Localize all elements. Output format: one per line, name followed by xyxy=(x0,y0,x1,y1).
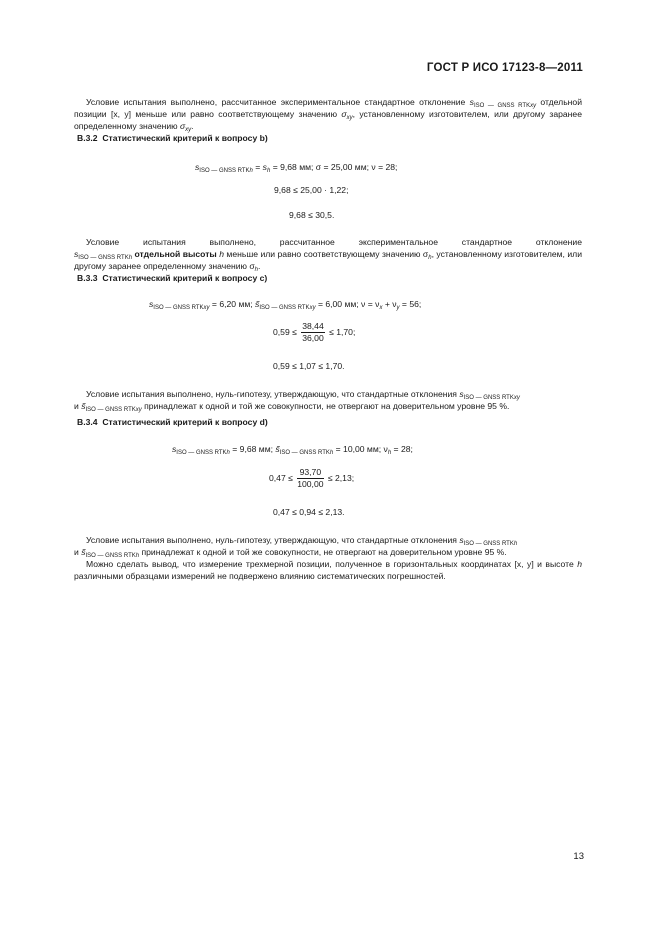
equation-c-2: 0,59 ≤ $\frac{38,44}{36,00}$ ≤ 1,70; xyxy=(273,321,356,343)
section-heading-b: B.3.2 Статистический критерий к вопросу b) xyxy=(77,133,268,143)
equation-b-3: 9,68 ≤ 30,5. xyxy=(289,210,335,220)
paragraph-result-xy: Условие испытания выполнено, рассчитанное экспериментальное стандартное отклонение $s_{ISO — GNSS RTKxy}$ отдельной позиции [x, y] меньше или равно соответствующему значению $\sigma_{xy}$, установленному изготовителем, или другому заранее определенному значению $\sigma_{xy}$. xyxy=(74,97,582,133)
fraction-c: $\frac{38,44}{36,00}$ xyxy=(302,321,324,343)
equation-b-2: 9,68 ≤ 25,00 · 1,22; xyxy=(274,185,349,195)
paragraph-hypothesis-h: Условие испытания выполнено, нуль-гипотезу, утверждающую, что стандартные отклонения $s_{ISO — GNSS RTKh}$ и $s̃_{ISO — GNSS RTKh}$ принадлежат к одной и той же совокупности, не отвергают на доверительном уровне 95 %. xyxy=(74,535,518,559)
section-heading-d: B.3.4 Статистический критерий к вопросу d) xyxy=(77,417,268,427)
section-heading-c: B.3.3 Статистический критерий к вопросу c) xyxy=(77,273,268,283)
paragraph-conclusion: Можно сделать вывод, что измерение трехмерной позиции, полученное в горизонтальных координатах [x, y] и высоте h различными образцами измерений не подвержено влиянию систематических погрешностей. xyxy=(74,559,582,581)
equation-c-3: 0,59 ≤ 1,07 ≤ 1,70. xyxy=(273,361,345,371)
equation-b-1: $s_{ISO — GNSS RTKh} = s_h = 9,68$ мм; σ = 25,00 мм; ν = 28; xyxy=(195,162,398,174)
paragraph-result-h: Условие испытания выполнено, рассчитанное экспериментальное стандартное отклонение $s_{ISO — GNSS RTKh}$ отдельной высоты h меньше или равно соответствующему значению $\sigma_h$, установленному изготовителем, или другому заранее определенному значению $\sigma_h$. xyxy=(74,237,582,273)
paragraph-hypothesis-xy: Условие испытания выполнено, нуль-гипотезу, утверждающую, что стандартные отклонения $s_{ISO — GNSS RTKxy}$ и $s̃_{ISO — GNSS RTKxy}$ принадлежат к одной и той же совокупности, не отвергают на доверительном уровне 95 %. xyxy=(74,389,520,413)
equation-c-1: $s_{ISO — GNSS RTKxy} = 6,20$ мм; $s̃_{ISO — GNSS RTKxy} = 6,00$ мм; $\nu = \nu_x + \nu_y = 56$; xyxy=(149,299,422,311)
equation-d-1: $s_{ISO — GNSS RTKh} = 9,68$ мм; $s̃_{ISO — GNSS RTKh} = 10,00$ мм; $\nu_h = 28$; xyxy=(172,444,413,456)
equation-d-3: 0,47 ≤ 0,94 ≤ 2,13. xyxy=(273,507,345,517)
document-header: ГОСТ Р ИСО 17123-8—2011 xyxy=(426,62,583,74)
page-number: 13 xyxy=(573,851,584,862)
equation-d-2: 0,47 ≤ $\frac{93,70}{100,00}$ ≤ 2,13; xyxy=(269,467,355,489)
fraction-d: $\frac{93,70}{100,00}$ xyxy=(297,467,324,489)
